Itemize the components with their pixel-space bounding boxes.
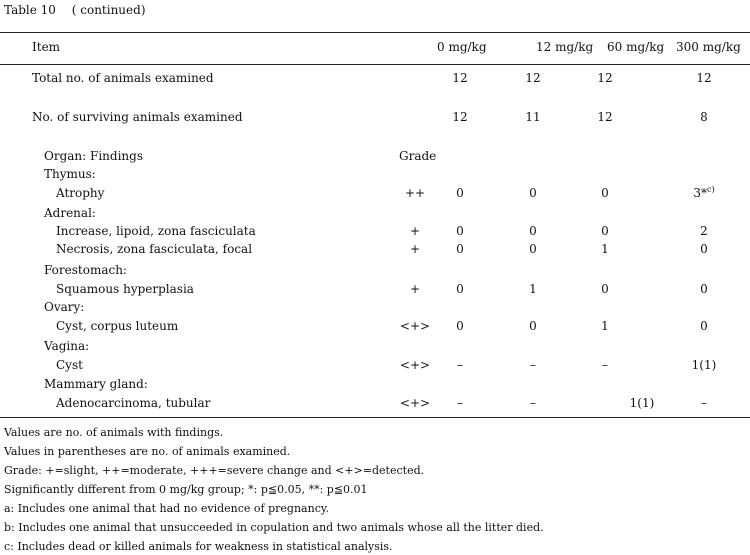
finding-label: Adenocarcinoma, tubular xyxy=(56,396,211,410)
finding-value: – xyxy=(457,358,463,372)
summary-label: Total no. of animals examined xyxy=(32,71,214,85)
finding-value: 1(1) xyxy=(691,358,717,372)
footnote: Values are no. of animals with findings. xyxy=(4,426,224,439)
organ-name-thymus: Thymus: xyxy=(44,167,96,181)
finding-value: 0 xyxy=(456,242,464,256)
finding-grade: <+> xyxy=(399,358,431,372)
finding-value-significant xyxy=(684,186,724,200)
significance-value: 3* xyxy=(693,186,708,200)
header-dose-0: 0 mg/kg xyxy=(437,40,487,54)
organ-name-ovary: Ovary: xyxy=(44,300,85,314)
footnote: c: Includes dead or killed animals for weakness in statistical analysis. xyxy=(4,540,393,553)
header-item: Item xyxy=(32,40,61,54)
finding-value: 0 xyxy=(700,242,708,256)
finding-grade: + xyxy=(409,282,421,296)
summary-value: 11 xyxy=(525,110,541,124)
organ-name-adrenal: Adrenal: xyxy=(44,206,96,220)
finding-value: 0 xyxy=(601,224,609,238)
organ-findings-header: Organ: Findings xyxy=(44,149,143,163)
footnote: a: Includes one animal that had no evidence of pregnancy. xyxy=(4,502,330,515)
summary-value: 12 xyxy=(452,71,468,85)
organ-name-mammary-gland: Mammary gland: xyxy=(44,377,148,391)
footnote: Values in parentheses are no. of animals examined. xyxy=(4,445,291,458)
table-title: Table 10 ( continued) xyxy=(4,3,146,17)
finding-value: 0 xyxy=(601,186,609,200)
finding-label: Necrosis, zona fasciculata, focal xyxy=(56,242,253,256)
organ-name-forestomach: Forestomach: xyxy=(44,263,127,277)
finding-grade: ++ xyxy=(404,186,426,200)
summary-value: 12 xyxy=(452,110,468,124)
header-dose-12: 12 mg/kg xyxy=(536,40,594,54)
finding-grade: + xyxy=(409,242,421,256)
summary-label: No. of surviving animals examined xyxy=(32,110,243,124)
finding-value: – xyxy=(457,396,463,410)
finding-value: 0 xyxy=(529,224,537,238)
finding-value: – xyxy=(701,396,707,410)
finding-grade: <+> xyxy=(399,396,431,410)
footnote: Significantly different from 0 mg/kg group; *: p≦0.05, **: p≦0.01 xyxy=(4,483,368,496)
finding-label: Increase, lipoid, zona fasciculata xyxy=(56,224,256,238)
finding-label: Cyst xyxy=(56,358,83,372)
finding-label: Squamous hyperplasia xyxy=(56,282,194,296)
summary-value: 12 xyxy=(597,110,613,124)
organ-name-vagina: Vagina: xyxy=(44,339,90,353)
header-dose-60: 60 mg/kg xyxy=(607,40,665,54)
finding-value: 0 xyxy=(700,319,708,333)
footnote-marker: c) xyxy=(707,185,715,194)
summary-value: 12 xyxy=(525,71,541,85)
finding-value: – xyxy=(602,358,608,372)
finding-value: 1 xyxy=(601,319,609,333)
finding-value: 0 xyxy=(456,224,464,238)
finding-grade: + xyxy=(409,224,421,238)
bottom-rule xyxy=(0,417,750,418)
finding-value: 0 xyxy=(456,186,464,200)
summary-value: 12 xyxy=(696,71,712,85)
finding-label: Atrophy xyxy=(56,186,105,200)
finding-value: 0 xyxy=(700,282,708,296)
finding-value: 0 xyxy=(456,282,464,296)
finding-value: 1 xyxy=(529,282,537,296)
summary-value: 8 xyxy=(700,110,708,124)
finding-value: 0 xyxy=(529,186,537,200)
finding-value: 0 xyxy=(529,242,537,256)
finding-label: Cyst, corpus luteum xyxy=(56,319,179,333)
summary-value: 12 xyxy=(597,71,613,85)
finding-value: 1(1) xyxy=(629,396,655,410)
finding-grade: <+> xyxy=(399,319,431,333)
header-rule xyxy=(0,64,750,65)
footnote: b: Includes one animal that unsucceeded in copulation and two animals whose all the litter died. xyxy=(4,521,544,534)
finding-value: 0 xyxy=(601,282,609,296)
footnote: Grade: +=slight, ++=moderate, +++=severe change and <+>=detected. xyxy=(4,464,425,477)
finding-value: 2 xyxy=(700,224,708,238)
finding-value: 0 xyxy=(529,319,537,333)
finding-value: 1 xyxy=(601,242,609,256)
top-rule xyxy=(0,32,750,33)
header-dose-300: 300 mg/kg xyxy=(676,40,741,54)
finding-value: 0 xyxy=(456,319,464,333)
grade-header: Grade xyxy=(399,149,437,163)
finding-value: – xyxy=(530,396,536,410)
finding-value: – xyxy=(530,358,536,372)
